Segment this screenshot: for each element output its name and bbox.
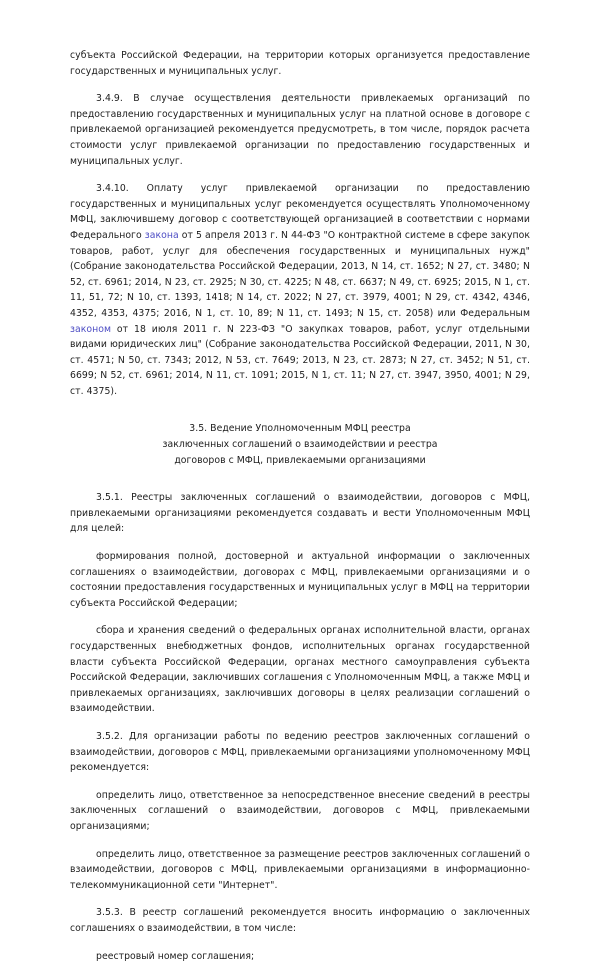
paragraph-3-5-3-item-a: реестровый номер соглашения; <box>70 949 530 964</box>
section-heading-line-1: 3.5. Ведение Уполномоченным МФЦ реестра <box>70 421 530 437</box>
section-heading-line-3: договоров с МФЦ, привлекаемыми организациями <box>70 453 530 469</box>
law-link-44fz[interactable]: закона <box>145 230 179 241</box>
paragraph-3-4-10-text-part1: 3.4.10. Оплату услуг привлекаемой организации по предоставлению государственных и муниципальных услуг рекомендуется осуществлять Уполномоченному МФЦ, заключившему договор с соответствующей организацией в соответствии с нормами Федерального <box>70 183 530 241</box>
document-body <box>70 48 530 964</box>
section-heading-line-2: заключенных соглашений о взаимодействии и реестра <box>70 437 530 453</box>
paragraph-3-5-1-item-a: формирования полной, достоверной и актуальной информации о заключенных соглашениях о взаимодействии, договорах с МФЦ, привлекаемыми организациями и о состоянии предоставления государственных и муниципальных услуг в МФЦ на территории субъекта Российской Федерации; <box>70 549 530 611</box>
paragraph-3-5-3: 3.5.3. В реестр соглашений рекомендуется вносить информацию о заключенных соглашениях о взаимодействии, в том числе: <box>70 905 530 936</box>
paragraph-3-4-10 <box>70 181 530 399</box>
paragraph-3-5-2-item-a: определить лицо, ответственное за непосредственное внесение сведений в реестры заключенных соглашений о взаимодействии, договоров с МФЦ, привлекаемыми организациями; <box>70 788 530 835</box>
paragraph-3-5-1: 3.5.1. Реестры заключенных соглашений о взаимодействии, договоров с МФЦ, привлекаемыми организациями рекомендуется создавать и вести Уполномоченным МФЦ для целей: <box>70 490 530 537</box>
paragraph-3-4-10-text-part2: от 5 апреля 2013 г. N 44-ФЗ "О контрактной системе в сфере закупок товаров, работ, услуг для обеспечения государственных и муниципальных нужд" (Собрание законодательства Российской Федерации, 2013, N 14, ст. 1652; N 27, ст. 3480; N 52, ст. 6961; 2014, N 23, ст. 2925; N 30, ст. 4225; N 48, ст. 6637; N 49, ст. 6925; 2015, N 1, ст. 11, 51, 72; N 10, ст. 1393, 1418; N 14, ст. 2022; N 27, ст. 3979, 4001; N 29, ст. 4342, 4346, 4352, 4353, 4375; 2016, N 1, ст. 10, 89; N 11, ст. 1493; N 15, ст. 2058) или Федеральным <box>70 230 530 319</box>
paragraph-3-4-9: 3.4.9. В случае осуществления деятельности привлекаемых организаций по предоставлению государственных и муниципальных услуг на платной основе в договоре с привлекаемой организацией рекомендуется предусмотреть, в том числе, порядок расчета стоимости услуг привлекаемой организации по предоставлению государственных и муниципальных услуг. <box>70 91 530 169</box>
paragraph-3-4-10-text-part3: от 18 июля 2011 г. N 223-ФЗ "О закупках товаров, работ, услуг отдельными видами юридических лиц" (Собрание законодательства Российской Федерации, 2011, N 30, ст. 4571; N 50, ст. 7343; 2012, N 53, ст. 7649; 2013, N 23, ст. 2873; N 27, ст. 3452; N 51, ст. 6699; N 52, ст. 6961; 2014, N 11, ст. 1091; 2015, N 1, ст. 11; N 27, ст. 3947, 3950, 4001; N 29, ст. 4375). <box>70 324 530 397</box>
paragraph-3-5-2: 3.5.2. Для организации работы по ведению реестров заключенных соглашений о взаимодействии, договоров с МФЦ, привлекаемыми организациями уполномоченному МФЦ рекомендуется: <box>70 729 530 776</box>
law-link-223fz[interactable]: законом <box>70 324 111 335</box>
paragraph-continuation: субъекта Российской Федерации, на территории которых организуется предоставление государственных и муниципальных услуг. <box>70 48 530 79</box>
paragraph-3-5-2-item-b: определить лицо, ответственное за размещение реестров заключенных соглашений о взаимодействии, договоров с МФЦ, привлекаемыми организациями в информационно-телекоммуникационной сети "Интернет". <box>70 847 530 894</box>
section-heading-3-5 <box>70 421 530 468</box>
paragraph-3-5-1-item-b: сбора и хранения сведений о федеральных органах исполнительной власти, органах государственных внебюджетных фондов, исполнительных органах государственной власти субъекта Российской Федерации, органах местного самоуправления субъекта Российской Федерации, заключивших соглашения с Уполномоченным МФЦ, а также МФЦ и привлекаемых организациях, заключивших договоры в целях реализации соглашений о взаимодействии. <box>70 623 530 717</box>
